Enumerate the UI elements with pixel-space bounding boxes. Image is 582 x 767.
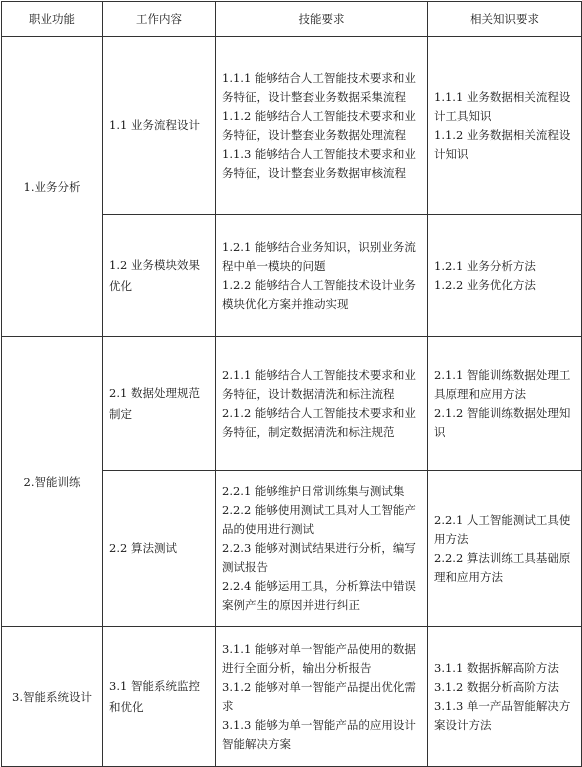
skill-item: 2.2.4 能够运用工具，分析算法中错误案例产生的原因并进行纠正 (222, 579, 416, 612)
knowledge-item: 2.2.2 算法训练工具基础原理和应用方法 (434, 550, 571, 584)
work-content-cell: 2.1 数据处理规范制定 (103, 337, 216, 471)
skills-cell (216, 471, 428, 627)
knowledge-cell (428, 337, 582, 471)
skill-item: 1.2.1 能够结合业务知识，识别业务流程中单一模块的问题 (222, 239, 416, 273)
table-row (2, 337, 582, 471)
skill-item: 3.1.1 能够对单一智能产品使用的数据进行全面分析，输出分析报告 (222, 641, 416, 675)
header-function: 职业功能 (2, 2, 103, 37)
knowledge-item: 3.1.1 数据拆解高阶方法 (434, 660, 559, 675)
skill-item: 1.1.2 能够结合人工智能技术要求和业务特征，设计整套业务数据处理流程 (222, 108, 416, 142)
knowledge-item: 1.2.2 业务优化方法 (434, 277, 536, 292)
knowledge-item: 1.1.1 业务数据相关流程设计工具知识 (434, 89, 571, 123)
skills-cell (216, 37, 428, 215)
knowledge-item: 2.1.2 智能训练数据处理知识 (434, 405, 571, 439)
occupational-standards-table (1, 1, 582, 767)
skill-item: 2.1.2 能够结合人工智能技术要求和业务特征，制定数据清洗和标注规范 (222, 405, 416, 439)
function-cell: 3.智能系统设计 (2, 627, 103, 767)
knowledge-item: 1.2.1 业务分析方法 (434, 258, 536, 273)
function-cell: 2.智能训练 (2, 337, 103, 627)
work-content-cell: 2.2 算法测试 (103, 471, 216, 627)
knowledge-item: 2.2.1 人工智能测试工具使用方法 (434, 512, 571, 546)
knowledge-item: 3.1.3 单一产品智能解决方案设计方法 (434, 698, 571, 732)
knowledge-cell (428, 471, 582, 627)
knowledge-item: 1.1.2 业务数据相关流程设计知识 (434, 127, 571, 161)
skill-item: 1.1.3 能够结合人工智能技术要求和业务特征，设计整套业务数据审核流程 (222, 146, 416, 180)
knowledge-cell (428, 627, 582, 767)
knowledge-cell (428, 215, 582, 337)
skills-cell (216, 337, 428, 471)
function-cell: 1.业务分析 (2, 37, 103, 337)
skill-item: 2.1.1 能够结合人工智能技术要求和业务特征，设计数据清洗和标注流程 (222, 367, 416, 401)
work-content-cell: 1.2 业务模块效果优化 (103, 215, 216, 337)
table-row (2, 627, 582, 767)
skill-item: 2.2.2 能够使用测试工具对人工智能产品的使用进行测试 (222, 503, 416, 536)
skill-item: 1.1.1 能够结合人工智能技术要求和业务特征，设计整套业务数据采集流程 (222, 70, 416, 104)
header-row (2, 2, 582, 37)
header-work-content: 工作内容 (103, 2, 216, 37)
skill-item: 1.2.2 能够结合人工智能技术设计业务模块优化方案并推动实现 (222, 277, 416, 311)
skills-cell (216, 627, 428, 767)
table-row (2, 37, 582, 215)
header-skill-requirements: 技能要求 (216, 2, 428, 37)
skill-item: 2.2.1 能够维护日常训练集与测试集 (222, 484, 405, 498)
knowledge-cell (428, 37, 582, 215)
skills-cell (216, 215, 428, 337)
knowledge-item: 3.1.2 数据分析高阶方法 (434, 679, 559, 694)
work-content-cell: 1.1 业务流程设计 (103, 37, 216, 215)
skill-item: 2.2.3 能够对测试结果进行分析，编写测试报告 (222, 541, 416, 574)
skill-item: 3.1.3 能够为单一智能产品的应用设计智能解决方案 (222, 717, 416, 751)
knowledge-item: 2.1.1 智能训练数据处理工具原理和应用方法 (434, 367, 571, 401)
skill-item: 3.1.2 能够对单一智能产品提出优化需求 (222, 679, 416, 713)
work-content-cell: 3.1 智能系统监控和优化 (103, 627, 216, 767)
header-knowledge-requirements: 相关知识要求 (428, 2, 582, 37)
